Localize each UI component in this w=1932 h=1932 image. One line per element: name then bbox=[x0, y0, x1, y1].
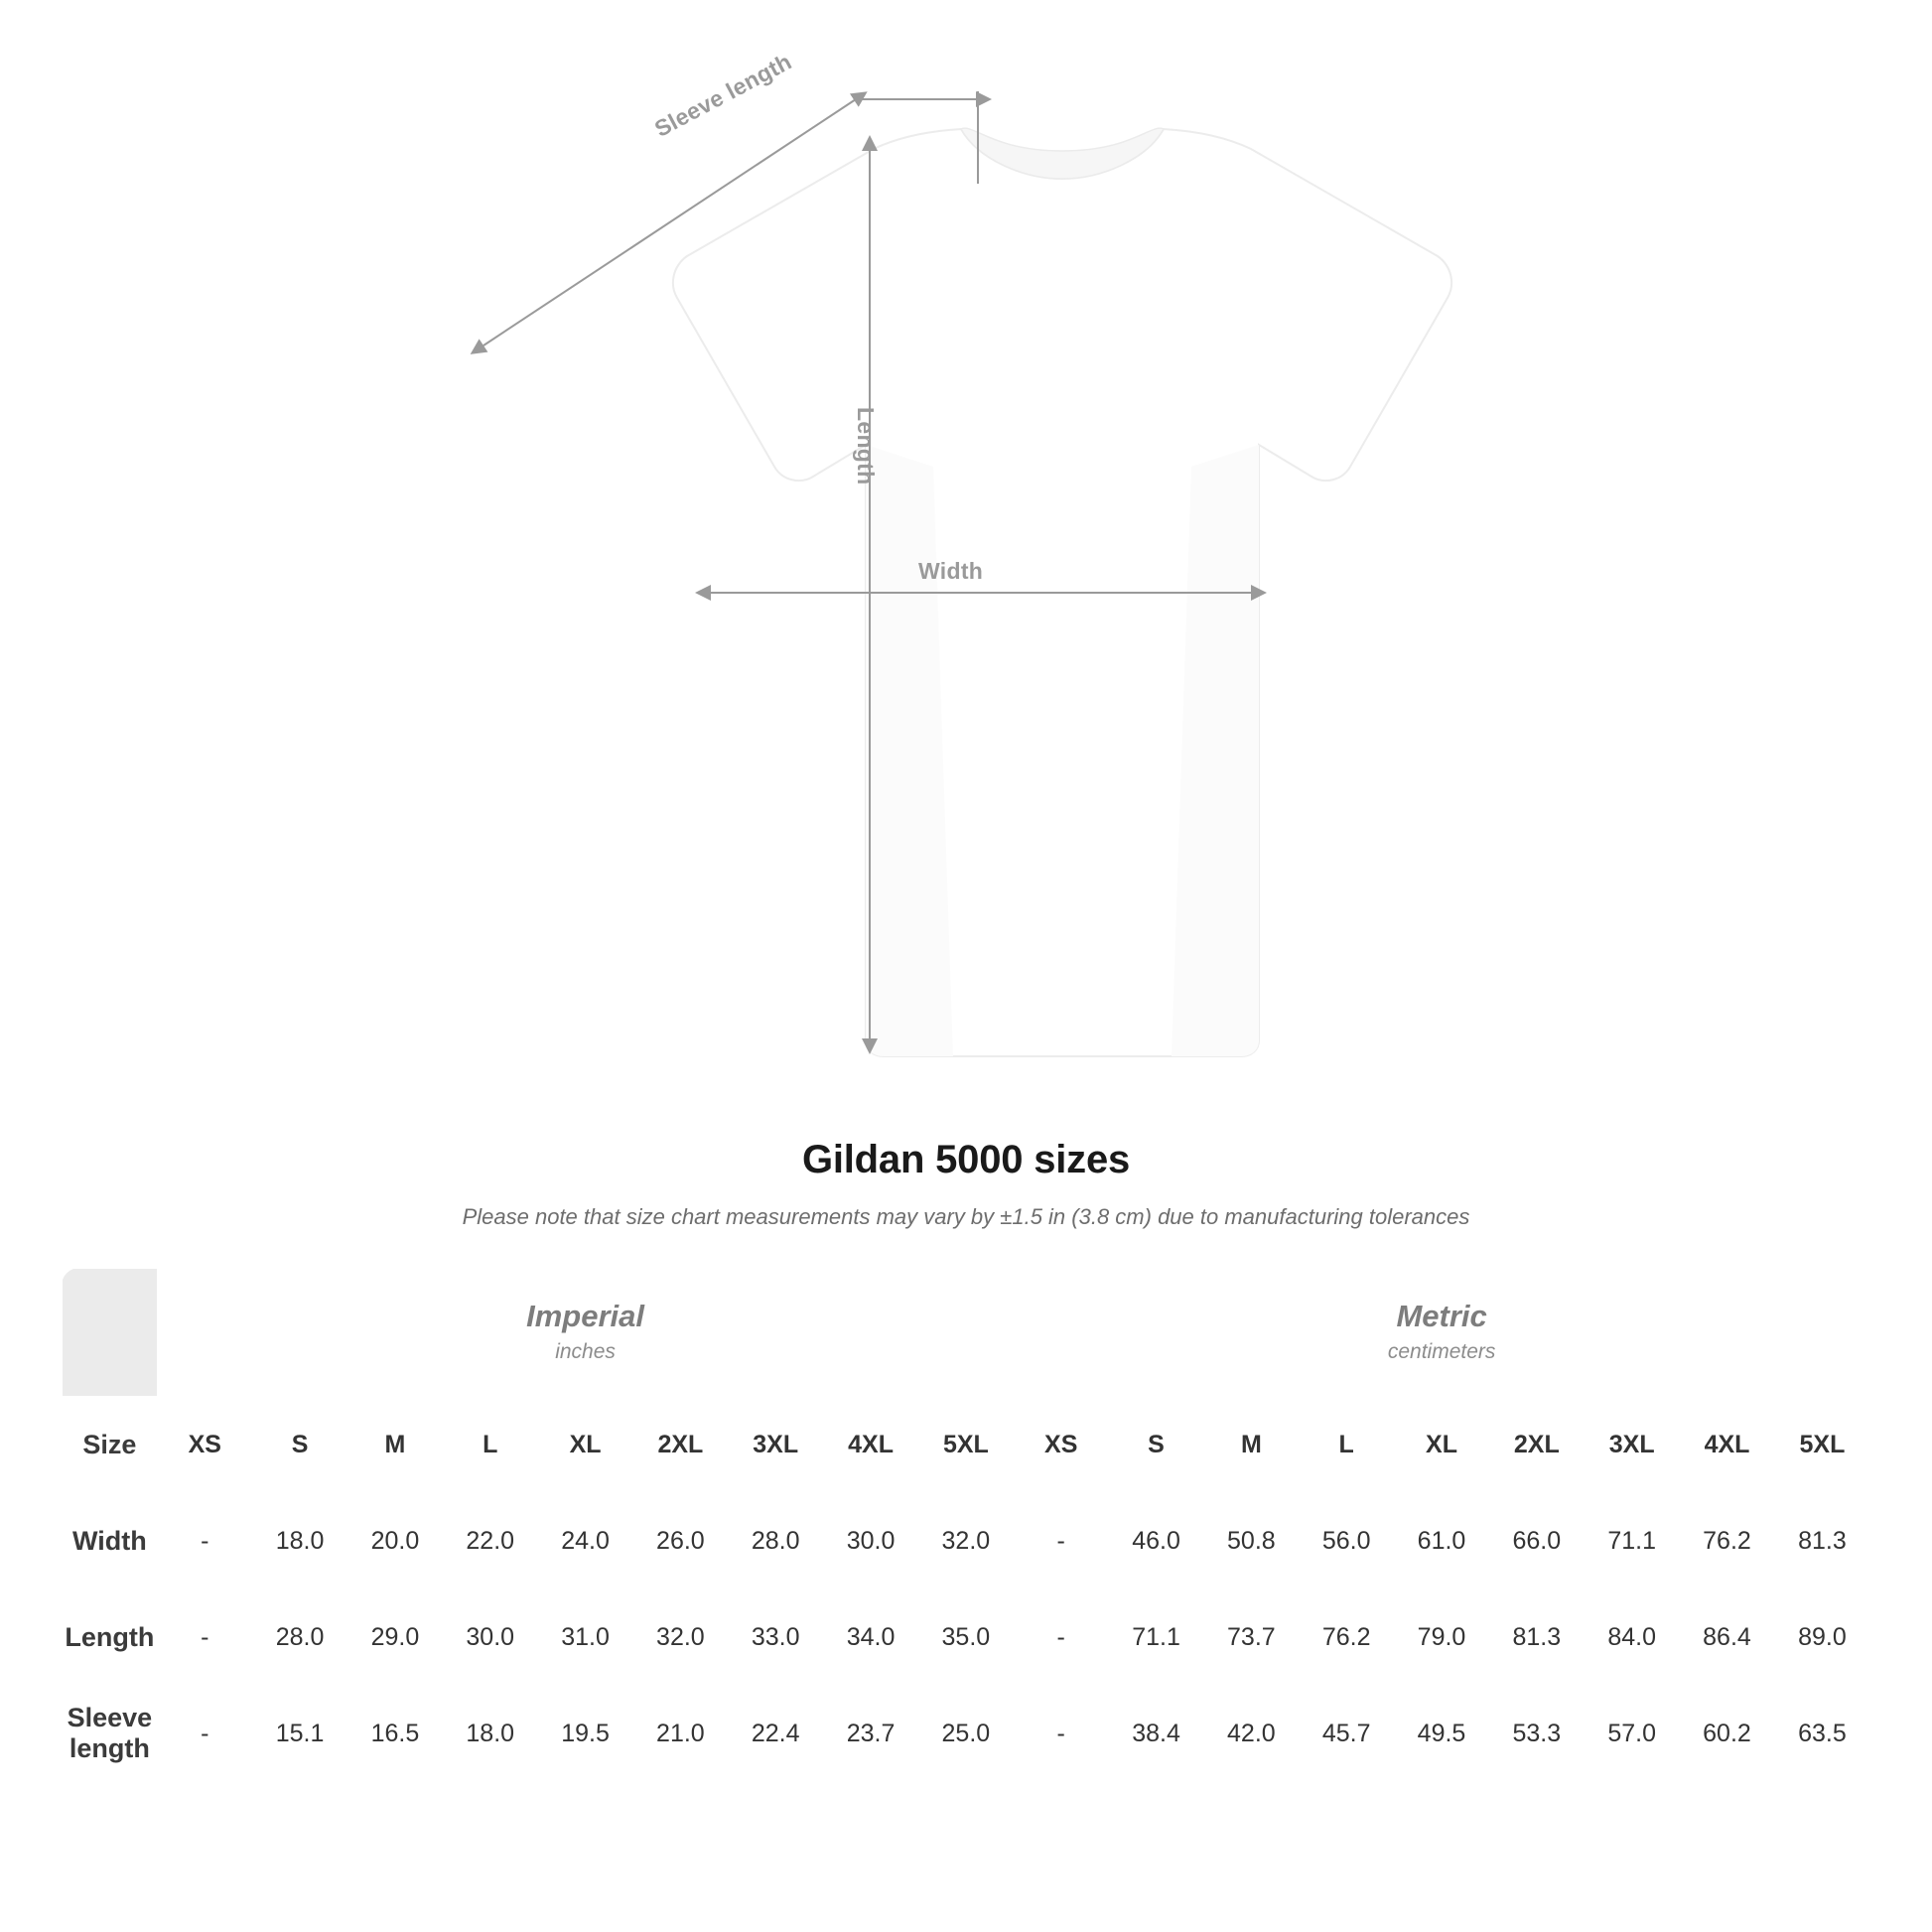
unit-group-name: Imperial bbox=[526, 1298, 644, 1333]
table-cell: 29.0 bbox=[347, 1589, 443, 1686]
table-cell: 26.0 bbox=[632, 1493, 728, 1589]
table-cell: - bbox=[1014, 1686, 1109, 1782]
unit-group-imperial bbox=[157, 1269, 1013, 1397]
row-label: Width bbox=[63, 1493, 158, 1589]
unit-group-sub: centimeters bbox=[1387, 1339, 1496, 1363]
table-cell: 45.7 bbox=[1299, 1686, 1394, 1782]
table-cell: 81.3 bbox=[1774, 1493, 1869, 1589]
size-column-header: XL bbox=[1394, 1397, 1489, 1493]
size-column-header: M bbox=[347, 1397, 443, 1493]
table-cell: 30.0 bbox=[823, 1493, 918, 1589]
table-row bbox=[63, 1686, 1870, 1782]
table-cell: 28.0 bbox=[252, 1589, 347, 1686]
table-cell: 89.0 bbox=[1774, 1589, 1869, 1686]
table-cell: - bbox=[157, 1589, 252, 1686]
table-cell: 50.8 bbox=[1203, 1493, 1299, 1589]
table-cell: 61.0 bbox=[1394, 1493, 1489, 1589]
size-column-header: XS bbox=[157, 1397, 252, 1493]
size-column-header: S bbox=[1109, 1397, 1204, 1493]
table-cell: 71.1 bbox=[1109, 1589, 1204, 1686]
row-label: Sleeve length bbox=[63, 1686, 158, 1782]
table-cell: 15.1 bbox=[252, 1686, 347, 1782]
table-cell: 18.0 bbox=[252, 1493, 347, 1589]
table-cell: 86.4 bbox=[1680, 1589, 1775, 1686]
size-column-header: XS bbox=[1014, 1397, 1109, 1493]
title-block bbox=[0, 1138, 1932, 1230]
table-cell: 22.0 bbox=[443, 1493, 538, 1589]
table-cell: 42.0 bbox=[1203, 1686, 1299, 1782]
size-column-header: 4XL bbox=[1680, 1397, 1775, 1493]
table-cell: 19.5 bbox=[538, 1686, 633, 1782]
table-cell: 35.0 bbox=[918, 1589, 1014, 1686]
table-cell: 53.3 bbox=[1489, 1686, 1585, 1782]
table-cell: 30.0 bbox=[443, 1589, 538, 1686]
table-cell: 25.0 bbox=[918, 1686, 1014, 1782]
table-cell: 71.1 bbox=[1585, 1493, 1680, 1589]
table-cell: 28.0 bbox=[728, 1493, 823, 1589]
size-column-header: 4XL bbox=[823, 1397, 918, 1493]
size-column-header: 5XL bbox=[918, 1397, 1014, 1493]
unit-header-blank bbox=[63, 1269, 158, 1397]
unit-group-metric bbox=[1014, 1269, 1870, 1397]
table-cell: 22.4 bbox=[728, 1686, 823, 1782]
table-cell: 57.0 bbox=[1585, 1686, 1680, 1782]
table-cell: - bbox=[1014, 1589, 1109, 1686]
table-cell: 18.0 bbox=[443, 1686, 538, 1782]
size-table-wrapper bbox=[62, 1268, 1870, 1782]
table-cell: 31.0 bbox=[538, 1589, 633, 1686]
size-column-header: L bbox=[1299, 1397, 1394, 1493]
size-header-row bbox=[63, 1397, 1870, 1493]
table-cell: 56.0 bbox=[1299, 1493, 1394, 1589]
table-cell: - bbox=[157, 1493, 252, 1589]
size-column-header: 2XL bbox=[1489, 1397, 1585, 1493]
table-cell: 81.3 bbox=[1489, 1589, 1585, 1686]
size-column-header: 3XL bbox=[1585, 1397, 1680, 1493]
table-cell: 34.0 bbox=[823, 1589, 918, 1686]
table-cell: 49.5 bbox=[1394, 1686, 1489, 1782]
size-table bbox=[62, 1268, 1870, 1782]
table-cell: 76.2 bbox=[1299, 1589, 1394, 1686]
table-cell: 46.0 bbox=[1109, 1493, 1204, 1589]
size-column-header: XL bbox=[538, 1397, 633, 1493]
table-cell: 63.5 bbox=[1774, 1686, 1869, 1782]
row-label: Length bbox=[63, 1589, 158, 1686]
size-header-label: Size bbox=[63, 1397, 158, 1493]
table-cell: 21.0 bbox=[632, 1686, 728, 1782]
table-row bbox=[63, 1589, 1870, 1686]
table-cell: 66.0 bbox=[1489, 1493, 1585, 1589]
width-label: Width bbox=[918, 558, 984, 584]
tolerance-note: Please note that size chart measurements may vary by ±1.5 in (3.8 cm) due to manufacturing tolerances bbox=[462, 1204, 1470, 1229]
table-cell: 32.0 bbox=[918, 1493, 1014, 1589]
unit-group-name: Metric bbox=[1396, 1298, 1487, 1333]
size-column-header: S bbox=[252, 1397, 347, 1493]
size-column-header: M bbox=[1203, 1397, 1299, 1493]
size-column-header: L bbox=[443, 1397, 538, 1493]
unit-header-row bbox=[63, 1269, 1870, 1397]
table-cell: 76.2 bbox=[1680, 1493, 1775, 1589]
table-cell: 38.4 bbox=[1109, 1686, 1204, 1782]
sleeve-length-label: Sleeve length bbox=[650, 48, 796, 142]
size-column-header: 3XL bbox=[728, 1397, 823, 1493]
table-cell: 16.5 bbox=[347, 1686, 443, 1782]
table-cell: 84.0 bbox=[1585, 1589, 1680, 1686]
table-cell: 32.0 bbox=[632, 1589, 728, 1686]
table-cell: - bbox=[157, 1686, 252, 1782]
unit-group-sub: inches bbox=[555, 1339, 616, 1363]
table-cell: 20.0 bbox=[347, 1493, 443, 1589]
length-label: Length bbox=[853, 407, 879, 485]
table-cell: 73.7 bbox=[1203, 1589, 1299, 1686]
table-cell: 60.2 bbox=[1680, 1686, 1775, 1782]
table-cell: 23.7 bbox=[823, 1686, 918, 1782]
table-cell: - bbox=[1014, 1493, 1109, 1589]
size-column-header: 5XL bbox=[1774, 1397, 1869, 1493]
table-cell: 79.0 bbox=[1394, 1589, 1489, 1686]
table-cell: 33.0 bbox=[728, 1589, 823, 1686]
page-title: Gildan 5000 sizes bbox=[801, 1138, 1131, 1181]
table-row bbox=[63, 1493, 1870, 1589]
table-cell: 24.0 bbox=[538, 1493, 633, 1589]
size-column-header: 2XL bbox=[632, 1397, 728, 1493]
